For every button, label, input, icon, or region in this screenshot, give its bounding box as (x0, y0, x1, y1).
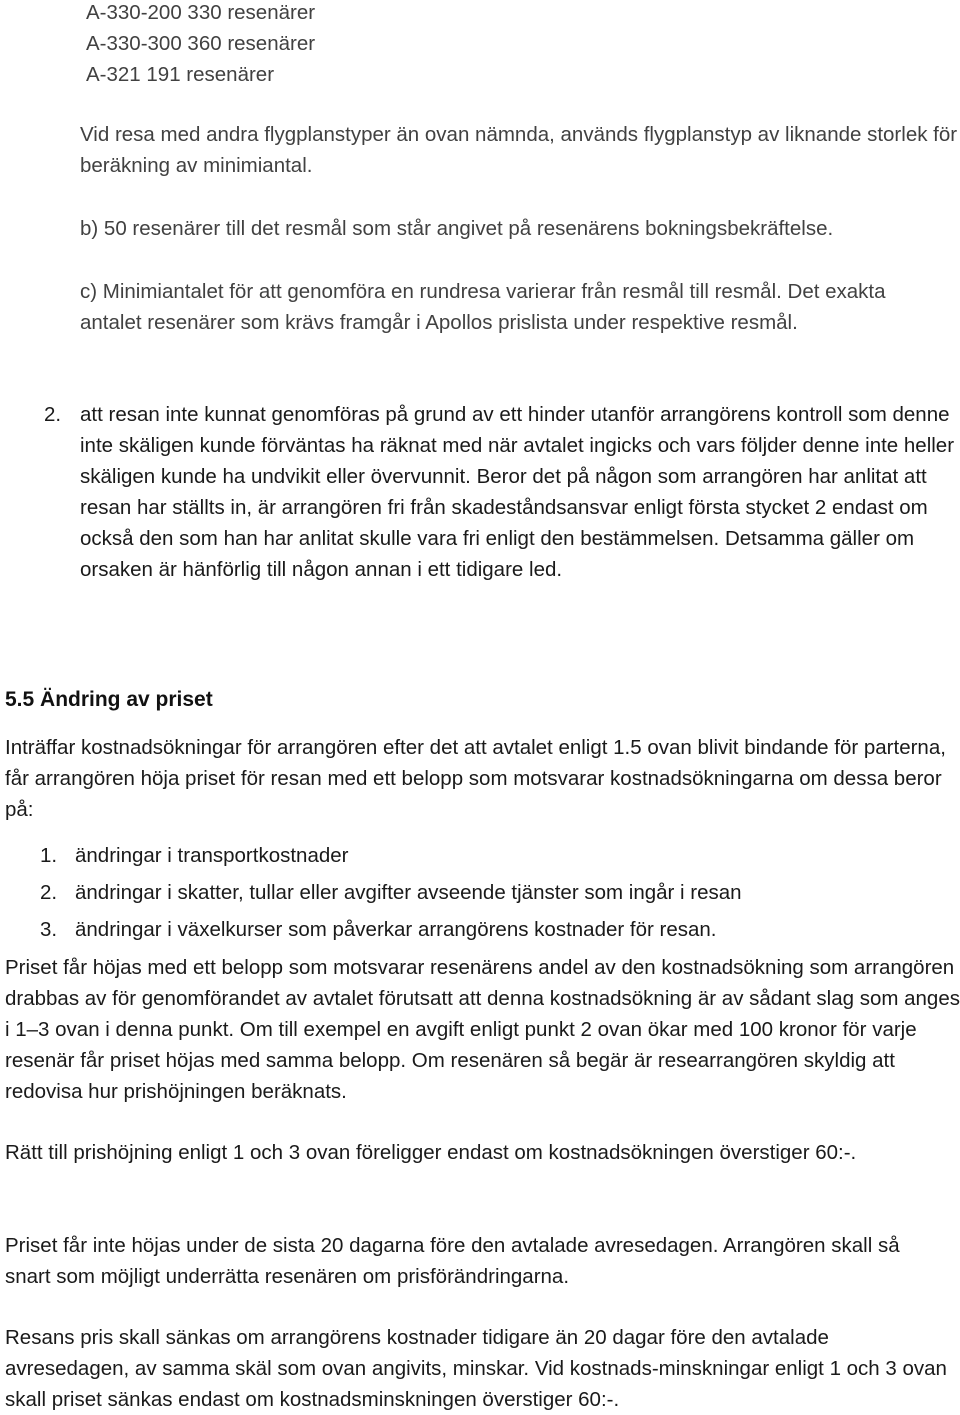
list-item-number: 1. (40, 844, 58, 867)
item-b-paragraph: b) 50 resenärer till det resmål som står angivet på resenärens bokningsbekräftelse. (80, 217, 834, 240)
list-item: A-321 191 resenärer (86, 63, 275, 86)
list-item: A-330-200 330 resenärer (86, 1, 316, 24)
list-item-text: ändringar i växelkurser som påverkar arrangörens kostnader för resan. (75, 918, 717, 941)
aircraft-list (86, 0, 315, 90)
increase-deadline-paragraph: Priset får inte höjas under de sista 20 dagarna före den avtalade avresedagen. Arrangören skall så snart som möjligt underrätta resenären om prisförändringarna. (5, 1234, 900, 1288)
list-item (40, 840, 349, 871)
section-intro-paragraph: Inträffar kostnadsökningar för arrangören efter det att avtalet enligt 1.5 ovan blivit bindande för parterna, får arrangören höja priset för resan med ett belopp som motsvarar kostnadsökningarna om dessa beror på: (5, 736, 946, 821)
list-item (40, 914, 717, 945)
list-item-number: 3. (40, 918, 58, 941)
other-aircraft-paragraph: Vid resa med andra flygplanstyper än ovan nämnda, används flygplanstyp av liknande storlek för beräkning av minimiantal. (80, 123, 958, 177)
list-item-number: 2. (40, 881, 58, 904)
list-item: A-330-300 360 resenärer (86, 32, 316, 55)
increase-threshold-paragraph: Rätt till prishöjning enligt 1 och 3 ovan föreligger endast om kostnadsökningen överstiger 60:-. (5, 1141, 857, 1164)
section-heading: 5.5 Ändring av priset (5, 688, 213, 711)
list-item-text: ändringar i skatter, tullar eller avgifter avseende tjänster som ingår i resan (75, 881, 742, 904)
price-decrease-paragraph: Resans pris skall sänkas om arrangörens kostnader tidigare än 20 dagar före den avtalade avresedagen, av samma skäl som ovan angivits, minskar. Vid kostnads-minskningar enligt 1 och 3 ovan skall priset sänkas endast om kostnadsminskningen överstiger 60:-. (5, 1326, 947, 1411)
list-item (40, 877, 742, 908)
price-increase-paragraph: Priset får höjas med ett belopp som motsvarar resenärens andel av den kostnadsökning som arrangören drabbas av för genomförandet av avtalet förutsatt att denna kostnadsökning är av sådant slag som anges i 1–3 ovan i denna punkt. Om till exempel en avgift enligt punkt 2 ovan ökar med 100 kronor för varje resenär får priset höjas med samma belopp. Om resenären så begär är researrangören skyldig att redovisa hur prishöjningen beräknats. (5, 956, 960, 1103)
item-c-paragraph: c) Minimiantalet för att genomföra en rundresa varierar från resmål till resmål. Det exakta antalet resenärer som krävs framgår i Apollos prislista under respektive resmål. (80, 280, 886, 334)
item-2-text: att resan inte kunnat genomföras på grund av ett hinder utanför arrangörens kontroll som denne inte skäligen kunde förväntas ha räknat med när avtalet ingicks och vars följder denne inte heller skäligen kunde ha undvikit eller övervunnit. Beror det på någon som arrangören har anlitat att resan har ställts in, är arrangören fri från skadeståndsansvar enligt första stycket 2 endast om också den som han har anlitat skulle vara fri enligt den bestämmelsen. Detsamma gäller om orsaken är hänförlig till någon annan i ett tidigare led. (80, 403, 955, 581)
list-item-text: ändringar i transportkostnader (75, 844, 349, 867)
item-2-block (44, 399, 960, 585)
item-2-number: 2. (44, 403, 62, 426)
